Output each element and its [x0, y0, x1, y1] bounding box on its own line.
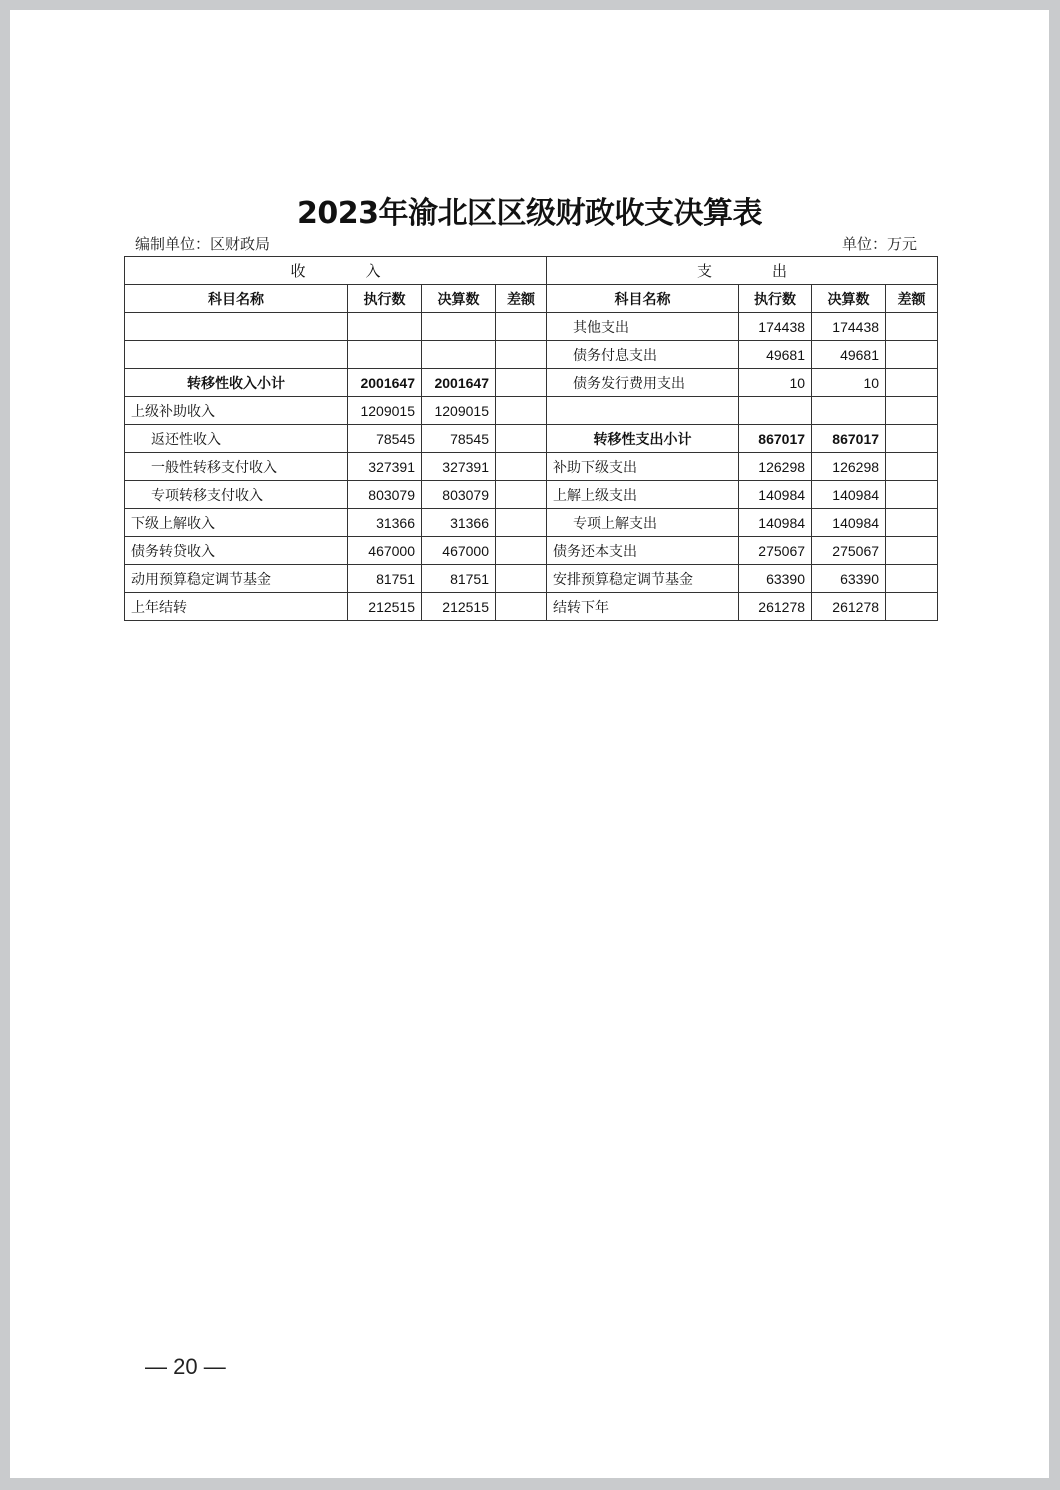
expense-final-cell: 140984	[812, 481, 886, 509]
income-final-cell	[422, 341, 496, 369]
income-final-cell: 467000	[422, 537, 496, 565]
income-final-cell	[422, 313, 496, 341]
income-diff-cell	[496, 425, 547, 453]
income-final-cell: 31366	[422, 509, 496, 537]
expense-diff-header: 差额	[886, 285, 938, 313]
income-executed-cell: 81751	[348, 565, 422, 593]
expense-final-cell: 261278	[812, 593, 886, 621]
expense-executed-cell: 275067	[739, 537, 812, 565]
income-executed-cell: 212515	[348, 593, 422, 621]
income-name-cell: 债务转贷收入	[125, 537, 348, 565]
expense-name-header: 科目名称	[547, 285, 739, 313]
budget-table	[124, 256, 938, 621]
income-final-cell: 327391	[422, 453, 496, 481]
income-section-header: 收 入	[125, 257, 547, 285]
income-final-cell: 1209015	[422, 397, 496, 425]
expense-diff-cell	[886, 369, 938, 397]
table-row	[125, 425, 938, 453]
income-executed-cell	[348, 313, 422, 341]
expense-name-cell: 转移性支出小计	[547, 425, 739, 453]
expense-executed-cell: 49681	[739, 341, 812, 369]
income-executed-cell: 31366	[348, 509, 422, 537]
expense-name-cell: 上解上级支出	[547, 481, 739, 509]
income-diff-cell	[496, 481, 547, 509]
income-name-cell	[125, 341, 348, 369]
income-name-header: 科目名称	[125, 285, 348, 313]
table-row	[125, 593, 938, 621]
income-final-cell: 803079	[422, 481, 496, 509]
income-diff-cell	[496, 453, 547, 481]
income-name-cell	[125, 313, 348, 341]
column-header-row	[125, 285, 938, 313]
expense-final-cell	[812, 397, 886, 425]
income-diff-header: 差额	[496, 285, 547, 313]
expense-executed-cell: 140984	[739, 481, 812, 509]
expense-diff-cell	[886, 397, 938, 425]
expense-name-cell: 结转下年	[547, 593, 739, 621]
expense-name-cell	[547, 397, 739, 425]
expense-name-cell: 债务发行费用支出	[547, 369, 739, 397]
income-name-cell: 转移性收入小计	[125, 369, 348, 397]
table-row	[125, 565, 938, 593]
expense-executed-cell: 10	[739, 369, 812, 397]
expense-executed-cell: 174438	[739, 313, 812, 341]
table-row	[125, 369, 938, 397]
unit-label: 单位：万元	[841, 235, 917, 253]
document-page	[10, 10, 1049, 1478]
income-executed-cell: 1209015	[348, 397, 422, 425]
expense-executed-header: 执行数	[739, 285, 812, 313]
income-executed-cell: 467000	[348, 537, 422, 565]
expense-section-header: 支 出	[547, 257, 938, 285]
expense-name-cell: 债务付息支出	[547, 341, 739, 369]
income-name-cell: 上级补助收入	[125, 397, 348, 425]
income-diff-cell	[496, 565, 547, 593]
expense-diff-cell	[886, 481, 938, 509]
expense-final-cell: 63390	[812, 565, 886, 593]
table-row	[125, 453, 938, 481]
compiler-label: 编制单位：区财政局	[135, 235, 271, 253]
income-final-cell: 81751	[422, 565, 496, 593]
table-row	[125, 341, 938, 369]
expense-final-cell: 49681	[812, 341, 886, 369]
income-final-cell: 78545	[422, 425, 496, 453]
expense-final-cell: 174438	[812, 313, 886, 341]
expense-final-cell: 140984	[812, 509, 886, 537]
expense-name-cell: 其他支出	[547, 313, 739, 341]
income-final-cell: 212515	[422, 593, 496, 621]
income-executed-cell	[348, 341, 422, 369]
income-diff-cell	[496, 341, 547, 369]
income-name-cell: 返还性收入	[125, 425, 348, 453]
expense-name-cell: 专项上解支出	[547, 509, 739, 537]
expense-diff-cell	[886, 565, 938, 593]
expense-executed-cell: 63390	[739, 565, 812, 593]
expense-diff-cell	[886, 425, 938, 453]
income-executed-cell: 803079	[348, 481, 422, 509]
expense-diff-cell	[886, 341, 938, 369]
income-diff-cell	[496, 369, 547, 397]
income-name-cell: 一般性转移支付收入	[125, 453, 348, 481]
table-row	[125, 481, 938, 509]
income-diff-cell	[496, 537, 547, 565]
income-executed-cell: 327391	[348, 453, 422, 481]
expense-diff-cell	[886, 313, 938, 341]
expense-name-cell: 安排预算稳定调节基金	[547, 565, 739, 593]
expense-diff-cell	[886, 453, 938, 481]
income-name-cell: 下级上解收入	[125, 509, 348, 537]
page-title: 2023年渝北区区级财政收支决算表	[297, 196, 762, 231]
income-diff-cell	[496, 509, 547, 537]
expense-executed-cell: 126298	[739, 453, 812, 481]
expense-diff-cell	[886, 509, 938, 537]
table-row	[125, 397, 938, 425]
income-name-cell: 专项转移支付收入	[125, 481, 348, 509]
income-name-cell: 上年结转	[125, 593, 348, 621]
expense-executed-cell	[739, 397, 812, 425]
expense-final-cell: 10	[812, 369, 886, 397]
expense-final-cell: 126298	[812, 453, 886, 481]
expense-final-cell: 275067	[812, 537, 886, 565]
table-row	[125, 313, 938, 341]
income-name-cell: 动用预算稳定调节基金	[125, 565, 348, 593]
expense-final-header: 决算数	[812, 285, 886, 313]
page-number: — 20 —	[145, 1354, 226, 1379]
income-final-header: 决算数	[422, 285, 496, 313]
expense-executed-cell: 867017	[739, 425, 812, 453]
expense-diff-cell	[886, 593, 938, 621]
income-diff-cell	[496, 397, 547, 425]
expense-name-cell: 债务还本支出	[547, 537, 739, 565]
expense-name-cell: 补助下级支出	[547, 453, 739, 481]
table-row	[125, 537, 938, 565]
income-diff-cell	[496, 593, 547, 621]
income-executed-cell: 2001647	[348, 369, 422, 397]
expense-executed-cell: 140984	[739, 509, 812, 537]
expense-diff-cell	[886, 537, 938, 565]
income-final-cell: 2001647	[422, 369, 496, 397]
expense-executed-cell: 261278	[739, 593, 812, 621]
section-header-row	[125, 257, 938, 285]
income-diff-cell	[496, 313, 547, 341]
income-executed-header: 执行数	[348, 285, 422, 313]
table-row	[125, 509, 938, 537]
expense-final-cell: 867017	[812, 425, 886, 453]
income-executed-cell: 78545	[348, 425, 422, 453]
